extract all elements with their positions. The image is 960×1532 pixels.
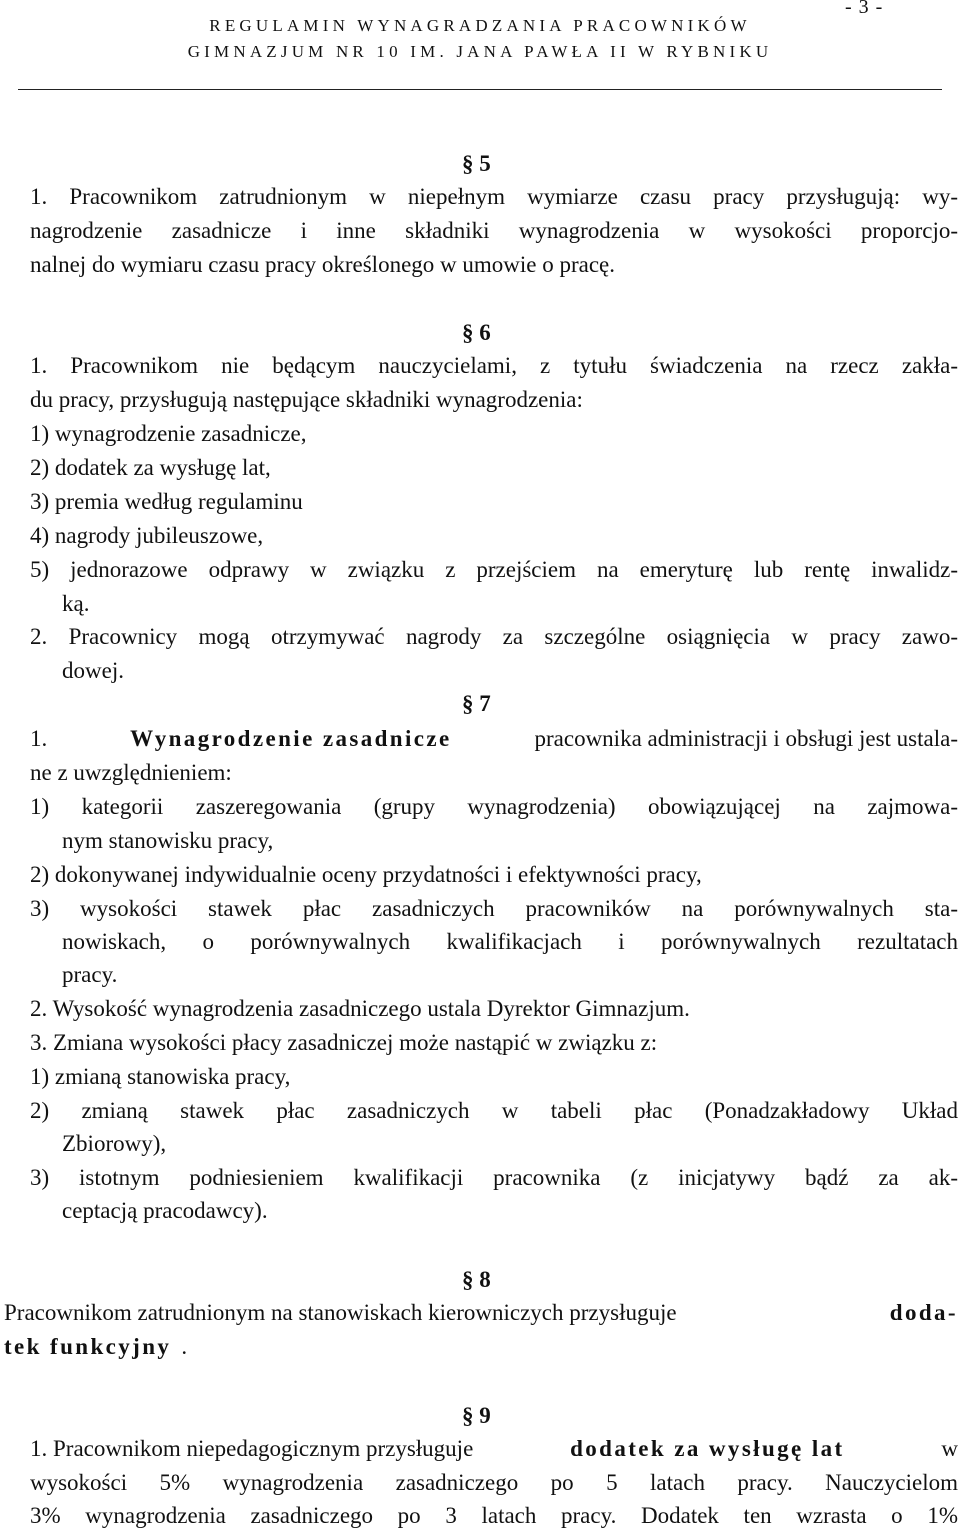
section-9-heading: § 9	[462, 1403, 491, 1428]
paragraph-text: .	[181, 1334, 188, 1359]
paragraph-number: 1.	[30, 726, 48, 751]
section-7-list-item: 1) zmianą stanowiska pracy,	[30, 1064, 291, 1089]
section-8-line	[4, 1297, 958, 1329]
section-6-list-item: 2) dodatek za wysługę lat,	[30, 455, 271, 480]
section-7-heading: § 7	[462, 691, 491, 716]
section-5-line: nalnej do wymiaru czasu pracy określonego w umowie o pracę.	[30, 252, 616, 277]
section-7-paragraph: 3. Zmiana wysokości płacy zasadniczej może nastąpić w związku z:	[30, 1030, 658, 1055]
emphasized-term: doda-	[889, 1300, 958, 1325]
page-number: - 3 -	[845, 0, 884, 18]
section-5-heading: § 5	[462, 151, 491, 176]
section-6-list-item: 4) nagrody jubileuszowe,	[30, 523, 264, 548]
section-7-list-item: 1) kategorii zaszeregowania (grupy wynagrodzenia) obowiązującej na zajmowa-	[30, 794, 958, 819]
section-7-list-item: nym stanowisku pracy,	[62, 828, 274, 853]
section-7-list-item: Zbiorowy),	[62, 1131, 167, 1156]
section-7-list-item: 2) zmianą stawek płac zasadniczych w tabeli płac (Ponadzakładowy Układ	[30, 1098, 958, 1123]
section-6-heading: § 6	[462, 320, 491, 345]
section-6-paragraph: 2. Pracownicy mogą otrzymywać nagrody za szczególne osiągnięcia w pracy zawo-	[30, 624, 958, 649]
section-6-paragraph: dowej.	[62, 658, 124, 683]
section-7-line	[30, 723, 958, 755]
section-9-line: 3% wynagrodzenia zasadniczego po 3 latach pracy. Dodatek ten wzrasta o 1%	[30, 1503, 958, 1528]
section-6-list-item: ką.	[62, 591, 90, 616]
header-rule	[18, 89, 942, 90]
section-7-line: ne z uwzględnieniem:	[30, 760, 232, 785]
emphasized-term: Wynagrodzenie zasadnicze	[130, 726, 452, 751]
section-7-list-item: 3) istotnym podniesieniem kwalifikacji pracownika (z inicjatywy bądź za ak-	[30, 1165, 958, 1190]
section-7-list-item: nowiskach, o porównywalnych kwalifikacjach i porównywalnych rezultatach	[62, 929, 958, 954]
paragraph-text: 1. Pracownikom niepedagogicznym przysługuje	[30, 1436, 474, 1461]
emphasized-term: dodatek za wysługę lat	[570, 1436, 845, 1461]
section-7-list-item: pracy.	[62, 962, 118, 987]
section-7-list-item: 2) dokonywanej indywidualnie oceny przydatności i efektywności pracy,	[30, 862, 702, 887]
section-8-heading: § 8	[462, 1267, 491, 1292]
section-8-line	[4, 1331, 187, 1363]
section-6-line: 1. Pracownikom nie będącym nauczycielami, z tytułu świadczenia na rzecz zakła-	[30, 353, 958, 378]
section-9-line	[30, 1433, 958, 1465]
section-9-line: wysokości 5% wynagrodzenia zasadniczego po 5 latach pracy. Nauczycielom	[30, 1470, 958, 1495]
paragraph-text: pracownika administracji i obsługi jest ustala-	[534, 726, 958, 751]
section-6-list-item: 3) premia według regulaminu	[30, 489, 303, 514]
section-7-list-item: 3) wysokości stawek płac zasadniczych pracowników na porównywalnych sta-	[30, 896, 958, 921]
section-6-line: du pracy, przysługują następujące składniki wynagrodzenia:	[30, 387, 583, 412]
section-7-paragraph: 2. Wysokość wynagrodzenia zasadniczego ustala Dyrektor Gimnazjum.	[30, 996, 690, 1021]
section-7-list-item: ceptacją pracodawcy).	[62, 1198, 268, 1223]
section-5-line: 1. Pracownikom zatrudnionym w niepełnym wymiarze czasu pracy przysługują: wy-	[30, 184, 958, 209]
section-5-line: nagrodzenie zasadnicze i inne składniki wynagrodzenia w wysokości proporcjo-	[30, 218, 958, 243]
emphasized-term: tek funkcyjny	[4, 1334, 172, 1359]
header-subtitle: GIMNAZJUM NR 10 IM. JANA PAWŁA II W RYBNIKU	[187, 42, 773, 61]
section-6-list-item: 1) wynagrodzenie zasadnicze,	[30, 421, 307, 446]
paragraph-text: Pracownikom zatrudnionym na stanowiskach kierowniczych przysługuje	[4, 1300, 677, 1325]
section-6-list-item: 5) jednorazowe odprawy w związku z przejściem na emeryturę lub rentę inwalidz-	[30, 557, 958, 582]
header-title: REGULAMIN WYNAGRADZANIA PRACOWNIKÓW	[209, 16, 751, 35]
paragraph-text: w	[941, 1436, 958, 1461]
